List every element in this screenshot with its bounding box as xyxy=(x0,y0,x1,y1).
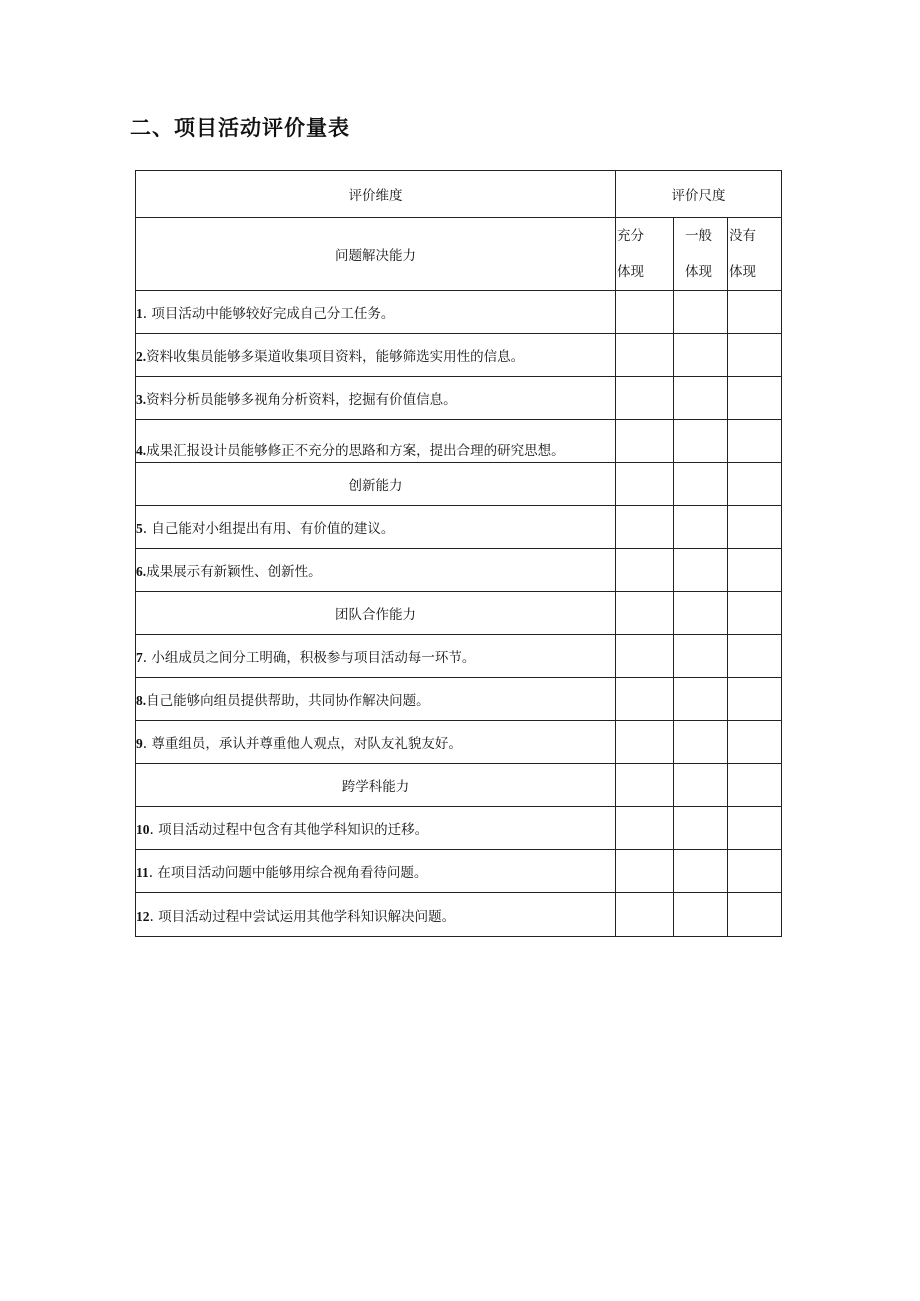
section-cell xyxy=(616,764,674,807)
item-number: 6. xyxy=(136,564,147,579)
rating-cell-none[interactable] xyxy=(728,635,782,678)
item-row xyxy=(136,549,782,592)
rating-cell-full[interactable] xyxy=(616,807,674,850)
section-cell xyxy=(674,592,728,635)
rating-cell-full[interactable] xyxy=(616,377,674,420)
rating-cell-none[interactable] xyxy=(728,678,782,721)
section-title: 问题解决能力 xyxy=(136,218,616,291)
rating-cell-full[interactable] xyxy=(616,893,674,937)
rating-cell-partial[interactable] xyxy=(674,549,728,592)
section-cell xyxy=(616,463,674,506)
item-text xyxy=(136,420,616,463)
rating-cell-full[interactable] xyxy=(616,678,674,721)
rating-cell-partial[interactable] xyxy=(674,721,728,764)
item-number: 12 xyxy=(136,908,150,924)
item-number: 2. xyxy=(136,349,147,364)
rating-cell-full[interactable] xyxy=(616,850,674,893)
section-title: 跨学科能力 xyxy=(136,764,616,807)
scale-label-line: 充分 xyxy=(617,228,644,244)
rating-cell-full[interactable] xyxy=(616,549,674,592)
item-text xyxy=(136,334,616,377)
rating-cell-partial[interactable] xyxy=(674,420,728,463)
item-text xyxy=(136,377,616,420)
section-cell xyxy=(728,764,782,807)
item-description: . 小组成员之间分工明确，积极参与项目活动每一环节。 xyxy=(142,650,476,666)
item-number: 11 xyxy=(136,865,149,880)
item-description: 成果展示有新颖性、创新性。 xyxy=(146,564,322,580)
item-description: 成果汇报设计员能够修正不充分的思路和方案，提出合理的研究思想。 xyxy=(146,443,565,459)
scale-label-line: 一般 xyxy=(685,228,712,244)
section-cell xyxy=(674,463,728,506)
section-cell xyxy=(728,463,782,506)
item-text xyxy=(136,291,616,334)
scale-label-line: 体现 xyxy=(685,264,712,280)
item-row xyxy=(136,635,782,678)
rating-cell-partial[interactable] xyxy=(674,334,728,377)
item-description: . 项目活动过程中包含有其他学科知识的迁移。 xyxy=(149,822,429,838)
rating-cell-full[interactable] xyxy=(616,721,674,764)
scale-label-full xyxy=(616,218,674,291)
section-title: 创新能力 xyxy=(136,463,616,506)
page-title: 二、项目活动评价量表 xyxy=(130,116,350,140)
item-row xyxy=(136,420,782,463)
evaluation-table xyxy=(135,170,782,937)
item-description: 资料分析员能够多视角分析资料，挖掘有价值信息。 xyxy=(146,392,457,408)
item-description: 资料收集员能够多渠道收集项目资料，能够筛选实用性的信息。 xyxy=(146,349,525,365)
rating-cell-full[interactable] xyxy=(616,291,674,334)
header-row xyxy=(136,171,782,218)
item-description: . 尊重组员，承认并尊重他人观点，对队友礼貌友好。 xyxy=(142,736,462,752)
rating-cell-partial[interactable] xyxy=(674,506,728,549)
header-scale: 评价尺度 xyxy=(616,171,782,218)
scale-label-line: 体现 xyxy=(729,264,756,280)
scale-label-partial xyxy=(674,218,728,291)
rating-cell-none[interactable] xyxy=(728,549,782,592)
item-number: 8. xyxy=(136,693,147,708)
rating-cell-none[interactable] xyxy=(728,291,782,334)
rating-cell-full[interactable] xyxy=(616,334,674,377)
section-cell xyxy=(674,764,728,807)
section-row xyxy=(136,218,782,291)
rating-cell-partial[interactable] xyxy=(674,678,728,721)
item-text xyxy=(136,549,616,592)
item-row xyxy=(136,334,782,377)
item-number: 3. xyxy=(136,392,147,407)
rating-cell-none[interactable] xyxy=(728,850,782,893)
section-row xyxy=(136,592,782,635)
item-row xyxy=(136,850,782,893)
section-cell xyxy=(728,592,782,635)
rating-cell-none[interactable] xyxy=(728,420,782,463)
scale-label-none xyxy=(728,218,782,291)
item-text xyxy=(136,506,616,549)
rating-cell-none[interactable] xyxy=(728,721,782,764)
rating-cell-none[interactable] xyxy=(728,334,782,377)
rating-cell-none[interactable] xyxy=(728,807,782,850)
section-row xyxy=(136,764,782,807)
section-title: 团队合作能力 xyxy=(136,592,616,635)
item-row xyxy=(136,506,782,549)
item-description: . 在项目活动问题中能够用综合视角看待问题。 xyxy=(148,865,428,881)
item-row xyxy=(136,721,782,764)
item-text xyxy=(136,893,616,937)
rating-cell-partial[interactable] xyxy=(674,635,728,678)
section-cell xyxy=(616,592,674,635)
item-text xyxy=(136,635,616,678)
section-row xyxy=(136,463,782,506)
item-text xyxy=(136,678,616,721)
item-number: 7 xyxy=(136,650,143,665)
rating-cell-full[interactable] xyxy=(616,635,674,678)
item-number: 5 xyxy=(136,521,143,536)
item-description: . 项目活动中能够较好完成自己分工任务。 xyxy=(142,306,395,322)
rating-cell-none[interactable] xyxy=(728,893,782,937)
rating-cell-partial[interactable] xyxy=(674,850,728,893)
item-text xyxy=(136,721,616,764)
scale-label-line: 没有 xyxy=(729,228,756,244)
rating-cell-partial[interactable] xyxy=(674,377,728,420)
item-row xyxy=(136,893,782,937)
item-row xyxy=(136,678,782,721)
item-number: 1 xyxy=(136,306,143,321)
item-number: 9 xyxy=(136,736,143,751)
item-row xyxy=(136,807,782,850)
item-number: 10 xyxy=(136,822,150,837)
item-row xyxy=(136,291,782,334)
rating-cell-full[interactable] xyxy=(616,420,674,463)
item-description: 自己能够向组员提供帮助，共同协作解决问题。 xyxy=(146,693,430,709)
rating-cell-none[interactable] xyxy=(728,506,782,549)
rating-cell-partial[interactable] xyxy=(674,807,728,850)
item-number: 4. xyxy=(136,443,147,458)
rating-cell-partial[interactable] xyxy=(674,291,728,334)
rating-cell-none[interactable] xyxy=(728,377,782,420)
item-text xyxy=(136,807,616,850)
item-description: . 自己能对小组提出有用、有价值的建议。 xyxy=(142,521,395,537)
item-description: . 项目活动过程中尝试运用其他学科知识解决问题。 xyxy=(149,908,456,925)
rating-cell-partial[interactable] xyxy=(674,893,728,937)
scale-label-line: 体现 xyxy=(617,264,644,280)
rating-cell-full[interactable] xyxy=(616,506,674,549)
item-row xyxy=(136,377,782,420)
item-text xyxy=(136,850,616,893)
header-dimension: 评价维度 xyxy=(136,171,616,218)
